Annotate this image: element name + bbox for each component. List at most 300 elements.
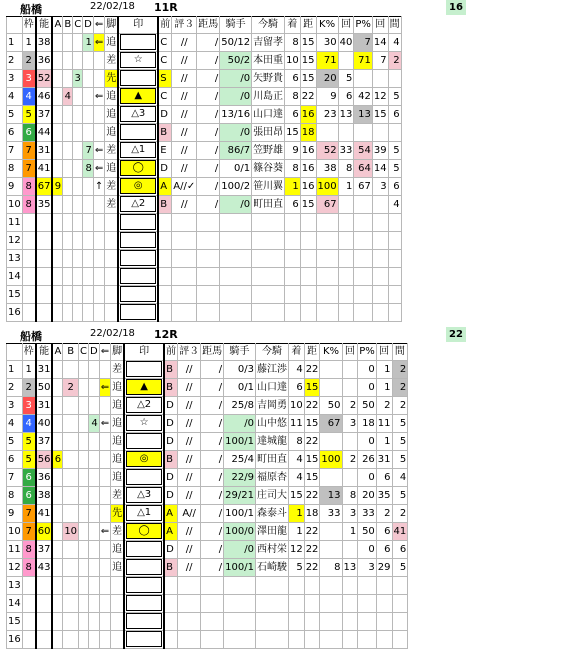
kai2-cell: 29 <box>376 559 392 577</box>
leg-type-cell <box>111 613 125 631</box>
col-a-cell <box>52 469 62 487</box>
mark-cell <box>124 523 164 541</box>
waku-cell: 7 <box>22 142 36 160</box>
jockey-stat-cell <box>224 631 256 649</box>
ability-cell <box>36 286 53 304</box>
col-c-cell: 3 <box>73 70 83 88</box>
p-pct-cell <box>358 631 377 649</box>
jockey-name-cell: 吉留孝 <box>252 34 285 52</box>
k-pct-cell <box>320 379 342 397</box>
leg-type-cell <box>111 577 125 595</box>
kai1-cell <box>342 631 358 649</box>
runner-count: 22 <box>446 327 466 342</box>
mark-box: △1 <box>120 142 156 158</box>
jockey-name-cell: 町田直 <box>255 451 288 469</box>
arrow-cell <box>99 613 110 631</box>
col-d-cell <box>83 88 94 106</box>
table-row <box>7 613 408 631</box>
chakujun-cell: 6 <box>285 196 301 214</box>
arrow-cell: ⇐ <box>99 523 110 541</box>
ability-cell: 60 <box>36 523 53 541</box>
waku-cell <box>22 250 36 268</box>
k-pct-cell <box>320 541 342 559</box>
mae-cell: B <box>164 451 178 469</box>
mark-cell <box>118 304 158 322</box>
table-row <box>7 559 408 577</box>
mark-cell <box>124 631 164 649</box>
leg-type-cell: 追 <box>111 379 125 397</box>
col-d-cell <box>89 613 100 631</box>
chakujun-cell <box>288 595 304 613</box>
col-c-cell <box>73 232 83 250</box>
row-num-cell: 11 <box>7 214 23 232</box>
row-num-cell: 8 <box>7 160 23 178</box>
jockey-stat-cell <box>220 214 252 232</box>
leg-type-cell: 追 <box>111 415 125 433</box>
k-pct-cell: 20 <box>316 70 338 88</box>
waku-cell <box>22 286 36 304</box>
mae-cell <box>164 577 178 595</box>
arrow-cell: ⇐ <box>93 142 104 160</box>
distance-cell: 22 <box>304 523 320 541</box>
arrow-cell <box>99 631 110 649</box>
mark-box: ☆ <box>126 415 162 431</box>
chakujun-cell <box>285 214 301 232</box>
table-row <box>7 595 408 613</box>
hyo3-cell: // <box>178 397 201 415</box>
table-row <box>7 106 402 124</box>
arrow-cell <box>99 577 110 595</box>
hyo3-cell: // <box>178 559 201 577</box>
race-header <box>6 0 576 16</box>
mark-box: ◯ <box>120 160 156 176</box>
ability-cell <box>36 577 53 595</box>
kyori-uma-cell: / <box>197 142 220 160</box>
distance-cell: 16 <box>300 142 316 160</box>
col-a-cell <box>52 124 62 142</box>
jockey-name-cell: 藤江渉 <box>255 361 288 379</box>
distance-cell: 16 <box>300 160 316 178</box>
kai2-cell: 1 <box>376 433 392 451</box>
col-d-cell <box>89 469 100 487</box>
hyo3-cell: // <box>178 451 201 469</box>
kai2-cell: 12 <box>372 88 388 106</box>
col-d-cell <box>83 304 94 322</box>
col-d-cell <box>83 268 94 286</box>
kai1-cell: 2 <box>342 451 358 469</box>
mark-box: ▲ <box>126 379 162 395</box>
mark-cell <box>118 268 158 286</box>
col-b-cell <box>63 232 73 250</box>
race-table <box>6 343 408 649</box>
col-b-cell <box>63 286 73 304</box>
k-pct-cell: 52 <box>316 142 338 160</box>
ability-cell: 37 <box>36 106 53 124</box>
row-num-cell: 6 <box>7 124 23 142</box>
interval-cell: 5 <box>392 433 408 451</box>
column-header: D <box>89 344 100 361</box>
row-num-cell: 7 <box>7 142 23 160</box>
col-d-cell <box>89 631 100 649</box>
p-pct-cell <box>358 613 377 631</box>
waku-cell <box>22 214 36 232</box>
kyori-uma-cell: / <box>197 52 220 70</box>
column-header: K% <box>320 344 342 361</box>
hyo3-cell: // <box>178 541 201 559</box>
col-a-cell <box>52 286 62 304</box>
kyori-uma-cell: / <box>201 469 224 487</box>
chakujun-cell: 1 <box>288 505 304 523</box>
kai2-cell <box>376 613 392 631</box>
jockey-stat-cell: 86/7 <box>220 142 252 160</box>
hyo3-cell <box>178 613 201 631</box>
k-pct-cell <box>316 286 338 304</box>
kai1-cell: 8 <box>342 487 358 505</box>
leg-type-cell: 差 <box>105 52 119 70</box>
kyori-uma-cell: / <box>197 196 220 214</box>
p-pct-cell: 67 <box>354 178 373 196</box>
jockey-stat-cell: 25/8 <box>224 397 256 415</box>
p-pct-cell <box>354 232 373 250</box>
row-num-cell: 2 <box>7 52 23 70</box>
mark-cell <box>118 232 158 250</box>
arrow-cell <box>93 106 104 124</box>
col-a-cell <box>52 397 62 415</box>
col-c-cell <box>73 160 83 178</box>
ability-cell: 56 <box>36 451 53 469</box>
row-num-cell: 9 <box>7 178 23 196</box>
interval-cell: 5 <box>388 142 401 160</box>
row-num-cell: 9 <box>7 505 23 523</box>
col-c-cell <box>73 142 83 160</box>
distance-cell: 22 <box>304 397 320 415</box>
hyo3-cell: // <box>172 88 197 106</box>
distance-cell: 15 <box>300 34 316 52</box>
p-pct-cell <box>354 70 373 88</box>
p-pct-cell: 71 <box>354 52 373 70</box>
race-date: 22/02/18 <box>90 1 135 12</box>
jockey-stat-cell: 100/1 <box>224 559 256 577</box>
waku-cell: 2 <box>22 52 36 70</box>
row-num-cell: 7 <box>7 469 23 487</box>
mark-box <box>120 286 156 302</box>
column-header: D <box>83 17 94 34</box>
ability-cell: 46 <box>36 88 53 106</box>
hyo3-cell <box>178 577 201 595</box>
interval-cell <box>392 631 408 649</box>
kyori-uma-cell: / <box>201 397 224 415</box>
mark-cell <box>118 214 158 232</box>
hyo3-cell <box>172 232 197 250</box>
race-number: 11R <box>154 1 178 14</box>
p-pct-cell: 0 <box>358 361 377 379</box>
col-d-cell <box>83 250 94 268</box>
distance-cell <box>304 613 320 631</box>
waku-cell <box>22 577 36 595</box>
jockey-name-cell: 達城龍 <box>255 433 288 451</box>
col-a-cell <box>52 160 62 178</box>
hyo3-cell <box>178 595 201 613</box>
ability-cell: 40 <box>36 415 53 433</box>
p-pct-cell: 64 <box>354 160 373 178</box>
leg-type-cell: 追 <box>105 160 119 178</box>
interval-cell: 4 <box>388 196 401 214</box>
arrow-cell <box>93 196 104 214</box>
kai2-cell <box>372 250 388 268</box>
hyo3-cell: // <box>172 106 197 124</box>
kai2-cell <box>372 304 388 322</box>
mark-box <box>120 124 156 140</box>
mark-cell <box>124 469 164 487</box>
k-pct-cell: 33 <box>320 505 342 523</box>
mae-cell: S <box>158 70 172 88</box>
col-a-cell <box>52 232 62 250</box>
arrow-cell <box>99 541 110 559</box>
p-pct-cell <box>354 268 373 286</box>
col-a-cell: 9 <box>52 178 62 196</box>
kai2-cell: 1 <box>376 361 392 379</box>
mark-cell <box>118 88 158 106</box>
col-b-cell <box>63 196 73 214</box>
mark-cell <box>124 379 164 397</box>
row-num-cell: 4 <box>7 88 23 106</box>
kyori-uma-cell: / <box>197 106 220 124</box>
mae-cell: C <box>158 88 172 106</box>
interval-cell: 5 <box>392 487 408 505</box>
col-a-cell: 6 <box>52 451 62 469</box>
col-a-cell <box>52 433 62 451</box>
jockey-name-cell: 山口達 <box>255 379 288 397</box>
col-d-cell <box>83 232 94 250</box>
table-row <box>7 577 408 595</box>
kyori-uma-cell <box>201 631 224 649</box>
p-pct-cell <box>354 286 373 304</box>
arrow-cell <box>93 214 104 232</box>
row-num-cell: 2 <box>7 379 23 397</box>
col-b-cell <box>63 469 79 487</box>
kai2-cell: 15 <box>372 106 388 124</box>
kai2-cell: 3 <box>372 178 388 196</box>
distance-cell: 18 <box>300 124 316 142</box>
k-pct-cell <box>320 577 342 595</box>
col-d-cell <box>89 505 100 523</box>
col-a-cell <box>52 214 62 232</box>
distance-cell: 22 <box>304 361 320 379</box>
mae-cell: D <box>164 433 178 451</box>
jockey-name-cell <box>252 304 285 322</box>
p-pct-cell: 20 <box>358 487 377 505</box>
kai2-cell: 6 <box>376 541 392 559</box>
col-d-cell <box>83 286 94 304</box>
column-header: 距馬 <box>201 344 224 361</box>
col-a-cell <box>52 70 62 88</box>
distance-cell: 22 <box>304 541 320 559</box>
ability-cell: 67 <box>36 178 53 196</box>
hyo3-cell: // <box>178 415 201 433</box>
hyo3-cell <box>172 250 197 268</box>
jockey-stat-cell: /0 <box>220 124 252 142</box>
col-a-cell <box>52 415 62 433</box>
row-num-cell: 11 <box>7 541 23 559</box>
mae-cell <box>164 631 178 649</box>
col-a-cell <box>52 106 62 124</box>
leg-type-cell: 追 <box>105 106 119 124</box>
col-a-cell <box>52 505 62 523</box>
col-c-cell <box>79 469 89 487</box>
mae-cell: E <box>158 142 172 160</box>
waku-cell: 7 <box>22 160 36 178</box>
interval-cell <box>388 124 401 142</box>
table-row <box>7 361 408 379</box>
p-pct-cell <box>354 250 373 268</box>
col-c-cell <box>79 415 89 433</box>
kai1-cell <box>338 250 354 268</box>
mae-cell: B <box>164 361 178 379</box>
col-d-cell: 1 <box>83 34 94 52</box>
col-a-cell <box>52 52 62 70</box>
p-pct-cell <box>354 196 373 214</box>
hyo3-cell: // <box>172 34 197 52</box>
p-pct-cell: 42 <box>354 88 373 106</box>
column-header: 今騎 <box>252 17 285 34</box>
col-d-cell <box>83 124 94 142</box>
interval-cell: 2 <box>392 397 408 415</box>
col-b-cell <box>63 304 73 322</box>
chakujun-cell: 9 <box>285 142 301 160</box>
col-b-cell <box>63 505 79 523</box>
interval-cell: 5 <box>392 559 408 577</box>
table-row <box>7 415 408 433</box>
kai2-cell <box>372 196 388 214</box>
mae-cell <box>158 250 172 268</box>
col-a-cell <box>52 523 62 541</box>
col-c-cell <box>79 595 89 613</box>
column-header: ⇐ <box>99 344 110 361</box>
kai2-cell: 6 <box>376 523 392 541</box>
jockey-name-cell: 張田昂 <box>252 124 285 142</box>
mae-cell <box>158 286 172 304</box>
mark-box: △3 <box>126 487 162 503</box>
jockey-stat-cell <box>224 577 256 595</box>
table-row <box>7 469 408 487</box>
kyori-uma-cell: / <box>197 70 220 88</box>
leg-type-cell: 追 <box>111 397 125 415</box>
col-d-cell <box>89 361 100 379</box>
ability-cell: 31 <box>36 142 53 160</box>
mark-cell <box>118 250 158 268</box>
kyori-uma-cell <box>197 250 220 268</box>
mark-box <box>126 559 162 575</box>
mae-cell: D <box>164 541 178 559</box>
waku-cell: 5 <box>22 106 36 124</box>
leg-type-cell <box>105 268 119 286</box>
mae-cell <box>158 268 172 286</box>
row-num-cell: 16 <box>7 631 23 649</box>
column-header: 脚 <box>105 17 119 34</box>
col-b-cell <box>63 541 79 559</box>
column-header: 着 <box>285 17 301 34</box>
col-b-cell <box>63 595 79 613</box>
p-pct-cell: 3 <box>358 559 377 577</box>
column-header: A <box>52 344 62 361</box>
arrow-cell: ⇐ <box>99 379 110 397</box>
col-a-cell <box>52 541 62 559</box>
kyori-uma-cell: / <box>201 451 224 469</box>
header-blank <box>7 344 23 361</box>
chakujun-cell: 8 <box>285 34 301 52</box>
kyori-uma-cell: / <box>201 379 224 397</box>
col-b-cell: 4 <box>63 88 73 106</box>
col-d-cell <box>83 178 94 196</box>
chakujun-cell <box>288 577 304 595</box>
kai2-cell <box>372 124 388 142</box>
mark-cell <box>118 178 158 196</box>
column-header: P% <box>358 344 377 361</box>
kyori-uma-cell <box>197 268 220 286</box>
jockey-name-cell: 本田重 <box>252 52 285 70</box>
chakujun-cell: 6 <box>288 379 304 397</box>
column-header: 間 <box>388 17 401 34</box>
chakujun-cell: 1 <box>288 523 304 541</box>
ability-cell: 36 <box>36 469 53 487</box>
column-header: K% <box>316 17 338 34</box>
row-num-cell: 12 <box>7 232 23 250</box>
k-pct-cell: 9 <box>316 88 338 106</box>
jockey-name-cell: 山口達 <box>252 106 285 124</box>
mae-cell: D <box>164 469 178 487</box>
mae-cell: B <box>164 379 178 397</box>
col-b-cell <box>63 631 79 649</box>
interval-cell: 6 <box>392 541 408 559</box>
hyo3-cell <box>172 214 197 232</box>
table-row <box>7 124 402 142</box>
waku-cell <box>22 613 36 631</box>
p-pct-cell <box>358 595 377 613</box>
jockey-name-cell <box>252 232 285 250</box>
ability-cell <box>36 595 53 613</box>
ability-cell: 41 <box>36 160 53 178</box>
column-header: 印 <box>124 344 164 361</box>
mae-cell: D <box>164 415 178 433</box>
mark-box <box>126 631 162 647</box>
venue-name: 船橋 <box>20 3 42 16</box>
arrow-cell <box>93 250 104 268</box>
hyo3-cell: A// <box>178 505 201 523</box>
leg-type-cell: 差 <box>105 142 119 160</box>
mark-box: ◎ <box>120 178 156 194</box>
col-c-cell <box>73 250 83 268</box>
k-pct-cell <box>316 268 338 286</box>
distance-cell: 22 <box>304 559 320 577</box>
row-num-cell: 3 <box>7 70 23 88</box>
row-num-cell: 14 <box>7 595 23 613</box>
runner-count: 16 <box>446 0 466 15</box>
col-c-cell <box>73 286 83 304</box>
table-row <box>7 505 408 523</box>
kai1-cell: 1 <box>342 523 358 541</box>
col-d-cell <box>89 541 100 559</box>
col-a-cell <box>52 559 62 577</box>
k-pct-cell: 30 <box>316 34 338 52</box>
distance-cell <box>300 214 316 232</box>
arrow-cell <box>99 595 110 613</box>
row-num-cell: 16 <box>7 304 23 322</box>
interval-cell: 6 <box>388 178 401 196</box>
col-d-cell <box>89 595 100 613</box>
col-b-cell <box>63 106 73 124</box>
col-d-cell: 4 <box>89 415 100 433</box>
column-header: 距馬 <box>197 17 220 34</box>
